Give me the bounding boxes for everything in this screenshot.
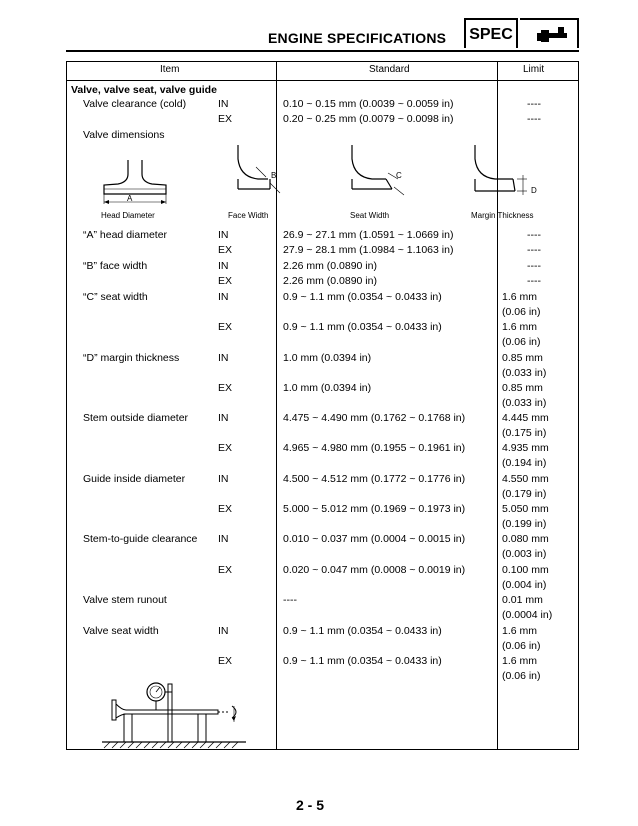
- limit-value: 1.6 mm: [502, 321, 538, 333]
- standard-value: 5.000 ~ 5.012 mm (0.1969 ~ 0.1973 in): [283, 503, 466, 515]
- limit-value-inch: (0.06 in): [502, 306, 541, 318]
- standard-value: 26.9 ~ 27.1 mm (1.0591 ~ 1.0669 in): [283, 229, 454, 241]
- port-label: EX: [218, 564, 233, 576]
- limit-value-inch: (0.06 in): [502, 336, 541, 348]
- diagram-label-a: A: [127, 194, 133, 203]
- limit-value: 1.6 mm: [502, 291, 538, 303]
- row-label: “B” face width: [83, 260, 148, 272]
- page-number: 2 - 5: [296, 797, 325, 813]
- diagram-label-d: D: [531, 186, 537, 195]
- limit-value: ----: [527, 244, 541, 256]
- seat-width-diagram: [342, 145, 422, 205]
- standard-value: 0.9 ~ 1.1 mm (0.0354 ~ 0.0433 in): [283, 625, 442, 637]
- face-width-diagram: [228, 145, 298, 205]
- diagram-caption: Head Diameter: [101, 211, 155, 220]
- diagram-caption: Seat Width: [350, 211, 390, 220]
- row-label: “A” head diameter: [83, 229, 168, 241]
- row-label: Stem outside diameter: [83, 412, 189, 424]
- row-label: Guide inside diameter: [83, 473, 186, 485]
- standard-value: ----: [283, 594, 297, 606]
- port-label: EX: [218, 503, 233, 515]
- port-label: EX: [218, 275, 233, 287]
- standard-value: 4.965 ~ 4.980 mm (0.1955 ~ 0.1961 in): [283, 442, 466, 454]
- limit-value: 0.85 mm: [502, 352, 543, 364]
- port-label: EX: [218, 655, 233, 667]
- port-label: IN: [218, 260, 229, 272]
- runout-measurement-illustration: [98, 670, 258, 750]
- limit-value-inch: (0.033 in): [502, 367, 547, 379]
- limit-value: ----: [527, 260, 541, 272]
- port-label: EX: [218, 382, 233, 394]
- port-label: IN: [218, 229, 229, 241]
- limit-value: ----: [527, 98, 541, 110]
- port-label: IN: [218, 291, 229, 303]
- spec-badge: SPEC: [464, 18, 518, 48]
- limit-value-inch: (0.194 in): [502, 457, 547, 469]
- standard-value: 0.9 ~ 1.1 mm (0.0354 ~ 0.0433 in): [283, 321, 442, 333]
- header-row-divider: [66, 80, 579, 81]
- page-title: ENGINE SPECIFICATIONS: [268, 30, 447, 46]
- limit-value-inch: (0.004 in): [502, 579, 547, 591]
- port-label: EX: [218, 113, 233, 125]
- diagram-label-c: C: [396, 171, 402, 180]
- port-label: IN: [218, 352, 229, 364]
- port-label: EX: [218, 321, 233, 333]
- port-label: IN: [218, 625, 229, 637]
- row-label: Valve stem runout: [83, 594, 167, 606]
- wrench-icon: [520, 18, 579, 48]
- standard-value: 27.9 ~ 28.1 mm (1.0984 ~ 1.1063 in): [283, 244, 454, 256]
- standard-value: 4.500 ~ 4.512 mm (0.1772 ~ 0.1776 in): [283, 473, 466, 485]
- port-label: IN: [218, 412, 229, 424]
- limit-value-inch: (0.06 in): [502, 640, 541, 652]
- limit-value-inch: (0.175 in): [502, 427, 547, 439]
- column-header-item: Item: [160, 64, 180, 75]
- diagram-caption: Margin Thickness: [471, 211, 534, 220]
- row-label: Valve dimensions: [83, 129, 165, 141]
- section-title: Valve, valve seat, valve guide: [71, 84, 217, 96]
- limit-value: ----: [527, 113, 541, 125]
- limit-value: ----: [527, 275, 541, 287]
- port-label: IN: [218, 98, 229, 110]
- limit-value: 1.6 mm: [502, 625, 538, 637]
- standard-value: 2.26 mm (0.0890 in): [283, 260, 377, 272]
- header-rule: [66, 50, 579, 52]
- limit-value: 0.100 mm: [502, 564, 549, 576]
- port-label: EX: [218, 442, 233, 454]
- limit-value: 5.050 mm: [502, 503, 549, 515]
- row-label: “D” margin thickness: [83, 352, 180, 364]
- standard-value: 0.020 ~ 0.047 mm (0.0008 ~ 0.0019 in): [283, 564, 466, 576]
- limit-value-inch: (0.179 in): [502, 488, 547, 500]
- column-header-limit: Limit: [523, 64, 545, 75]
- standard-value: 0.9 ~ 1.1 mm (0.0354 ~ 0.0433 in): [283, 655, 442, 667]
- limit-value: 0.080 mm: [502, 533, 549, 545]
- diagram-caption: Face Width: [228, 211, 269, 220]
- column-header-standard: Standard: [369, 64, 410, 75]
- port-label: IN: [218, 533, 229, 545]
- standard-value: 1.0 mm (0.0394 in): [283, 352, 372, 364]
- row-label: Stem-to-guide clearance: [83, 533, 198, 545]
- row-label: Valve clearance (cold): [83, 98, 187, 110]
- standard-value: 0.010 ~ 0.037 mm (0.0004 ~ 0.0015 in): [283, 533, 466, 545]
- limit-value: 1.6 mm: [502, 655, 538, 667]
- limit-value-inch: (0.199 in): [502, 518, 547, 530]
- standard-value: 2.26 mm (0.0890 in): [283, 275, 377, 287]
- standard-value: 0.10 ~ 0.15 mm (0.0039 ~ 0.0059 in): [283, 98, 454, 110]
- limit-value-inch: (0.033 in): [502, 397, 547, 409]
- limit-value-inch: (0.06 in): [502, 670, 541, 682]
- standard-value: 0.20 ~ 0.25 mm (0.0079 ~ 0.0098 in): [283, 113, 454, 125]
- standard-value: 0.9 ~ 1.1 mm (0.0354 ~ 0.0433 in): [283, 291, 442, 303]
- limit-value-inch: (0.0004 in): [502, 609, 553, 621]
- limit-value: 4.935 mm: [502, 442, 549, 454]
- limit-value: 4.445 mm: [502, 412, 549, 424]
- row-label: Valve seat width: [83, 625, 159, 637]
- row-label: “C” seat width: [83, 291, 148, 303]
- limit-value: 0.01 mm: [502, 594, 543, 606]
- diagram-label-b: B: [271, 171, 277, 180]
- limit-value: 0.85 mm: [502, 382, 543, 394]
- limit-value: ----: [527, 229, 541, 241]
- limit-value-inch: (0.003 in): [502, 548, 547, 560]
- standard-value: 1.0 mm (0.0394 in): [283, 382, 372, 394]
- port-label: IN: [218, 473, 229, 485]
- port-label: EX: [218, 244, 233, 256]
- limit-value: 4.550 mm: [502, 473, 549, 485]
- standard-value: 4.475 ~ 4.490 mm (0.1762 ~ 0.1768 in): [283, 412, 466, 424]
- margin-thickness-diagram: [465, 145, 545, 205]
